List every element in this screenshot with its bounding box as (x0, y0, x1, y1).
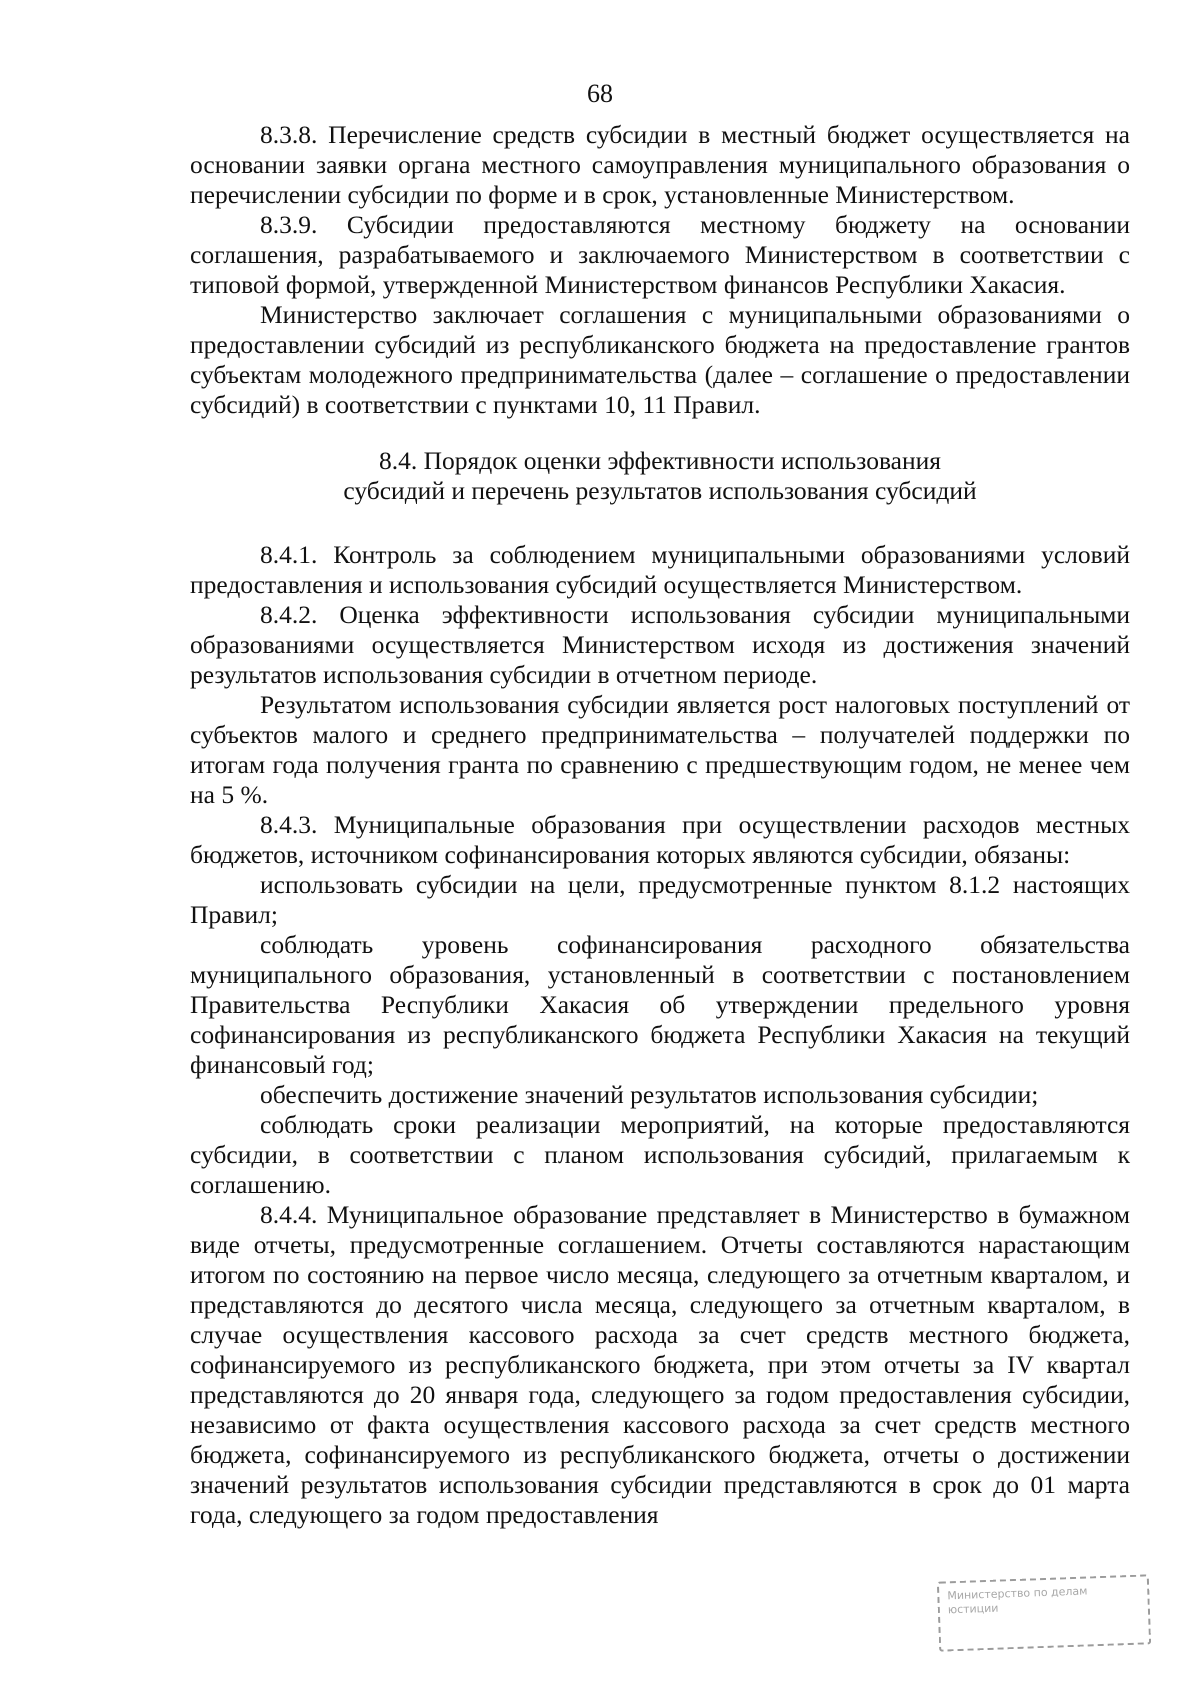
paragraph-result: Результатом использования субсидии является рост налоговых поступлений от субъектов малого и среднего предпринимательства – получателей поддержки по итогам года получения гранта по сравнению с предшествующим годом, не менее чем на 5 %. (190, 690, 1130, 809)
paragraph-agreement: Министерство заключает соглашения с муниципальными образованиями о предоставлении субсидий из республиканского бюджета на предоставление грантов субъектам молодежного предпринимательства (далее – соглашение о предоставлении субсидий) в соответствии с пунктами 10, 11 Правил. (190, 300, 1130, 419)
obligation-achieve-results: обеспечить достижение значений результатов использования субсидии; (260, 1080, 1039, 1109)
paragraph-8-3-8: 8.3.8. Перечисление средств субсидии в местный бюджет осуществляется на основании заявки органа местного самоуправления муниципального образования о перечислении субсидии по форме и в срок, установленные Министерством. (190, 120, 1130, 209)
paragraph-8-3-9: 8.3.9. Субсидии предоставляются местному бюджету на основании соглашения, разрабатываемого и заключаемого Министерством в соответствии с типовой формой, утвержденной Министерством финансов Республики Хакасия. (190, 210, 1130, 299)
paragraph-8-4-2: 8.4.2. Оценка эффективности использования субсидии муниципальными образованиями осуществляется Министерством исходя из достижения значений результатов использования субсидии в отчетном периоде. (190, 600, 1130, 689)
obligation-use-subsidies: использовать субсидии на цели, предусмотренные пунктом 8.1.2 настоящих Правил; (190, 870, 1130, 929)
obligation-cofinancing-level: соблюдать уровень софинансирования расходного обязательства муниципального образования, установленный в соответствии с постановлением Правительства Республики Хакасия об утверждении предельного уровня софинансирования из республиканского бюджета Республики Хакасия на текущий финансовый год; (190, 930, 1130, 1079)
section-heading-line-2: субсидий и перечень результатов использования субсидий (343, 476, 977, 505)
obligation-deadlines: соблюдать сроки реализации мероприятий, на которые предоставляются субсидии, в соответствии с планом использования субсидий, прилагаемым к соглашению. (190, 1110, 1130, 1199)
registration-stamp (937, 1574, 1151, 1651)
stamp-line-2: юстиции (947, 1601, 999, 1617)
paragraph-8-4-1: 8.4.1. Контроль за соблюдением муниципальными образованиями условий предоставления и использования субсидий осуществляется Министерством. (190, 540, 1130, 599)
paragraph-8-4-3: 8.4.3. Муниципальные образования при осуществлении расходов местных бюджетов, источником софинансирования которых являются субсидии, обязаны: (190, 810, 1130, 869)
section-heading-8-4 (190, 446, 1130, 506)
document-body (190, 120, 1130, 1530)
section-heading-line-1: 8.4. Порядок оценки эффективности использования (378, 446, 942, 475)
paragraph-8-4-4: 8.4.4. Муниципальное образование представляет в Министерство в бумажном виде отчеты, предусмотренные соглашением. Отчеты составляются нарастающим итогом по состоянию на первое число месяца, следующего за отчетным кварталом, и представляются до десятого числа месяца, следующего за отчетным кварталом, в случае осуществления кассового расхода за счет средств местного бюджета, софинансируемого из республиканского бюджета, при этом отчеты за IV квартал представляются до 20 января года, следующего за годом предоставления субсидии, независимо от факта осуществления кассового расхода за счет средств местного бюджета, софинансируемого из республиканского бюджета, отчеты о достижении значений результатов использования субсидии представляются в срок до 01 марта года, следующего за годом предоставления (190, 1200, 1130, 1529)
page-number: 68 (587, 79, 613, 108)
stamp-line-1: Министерство по делам (947, 1584, 1088, 1603)
